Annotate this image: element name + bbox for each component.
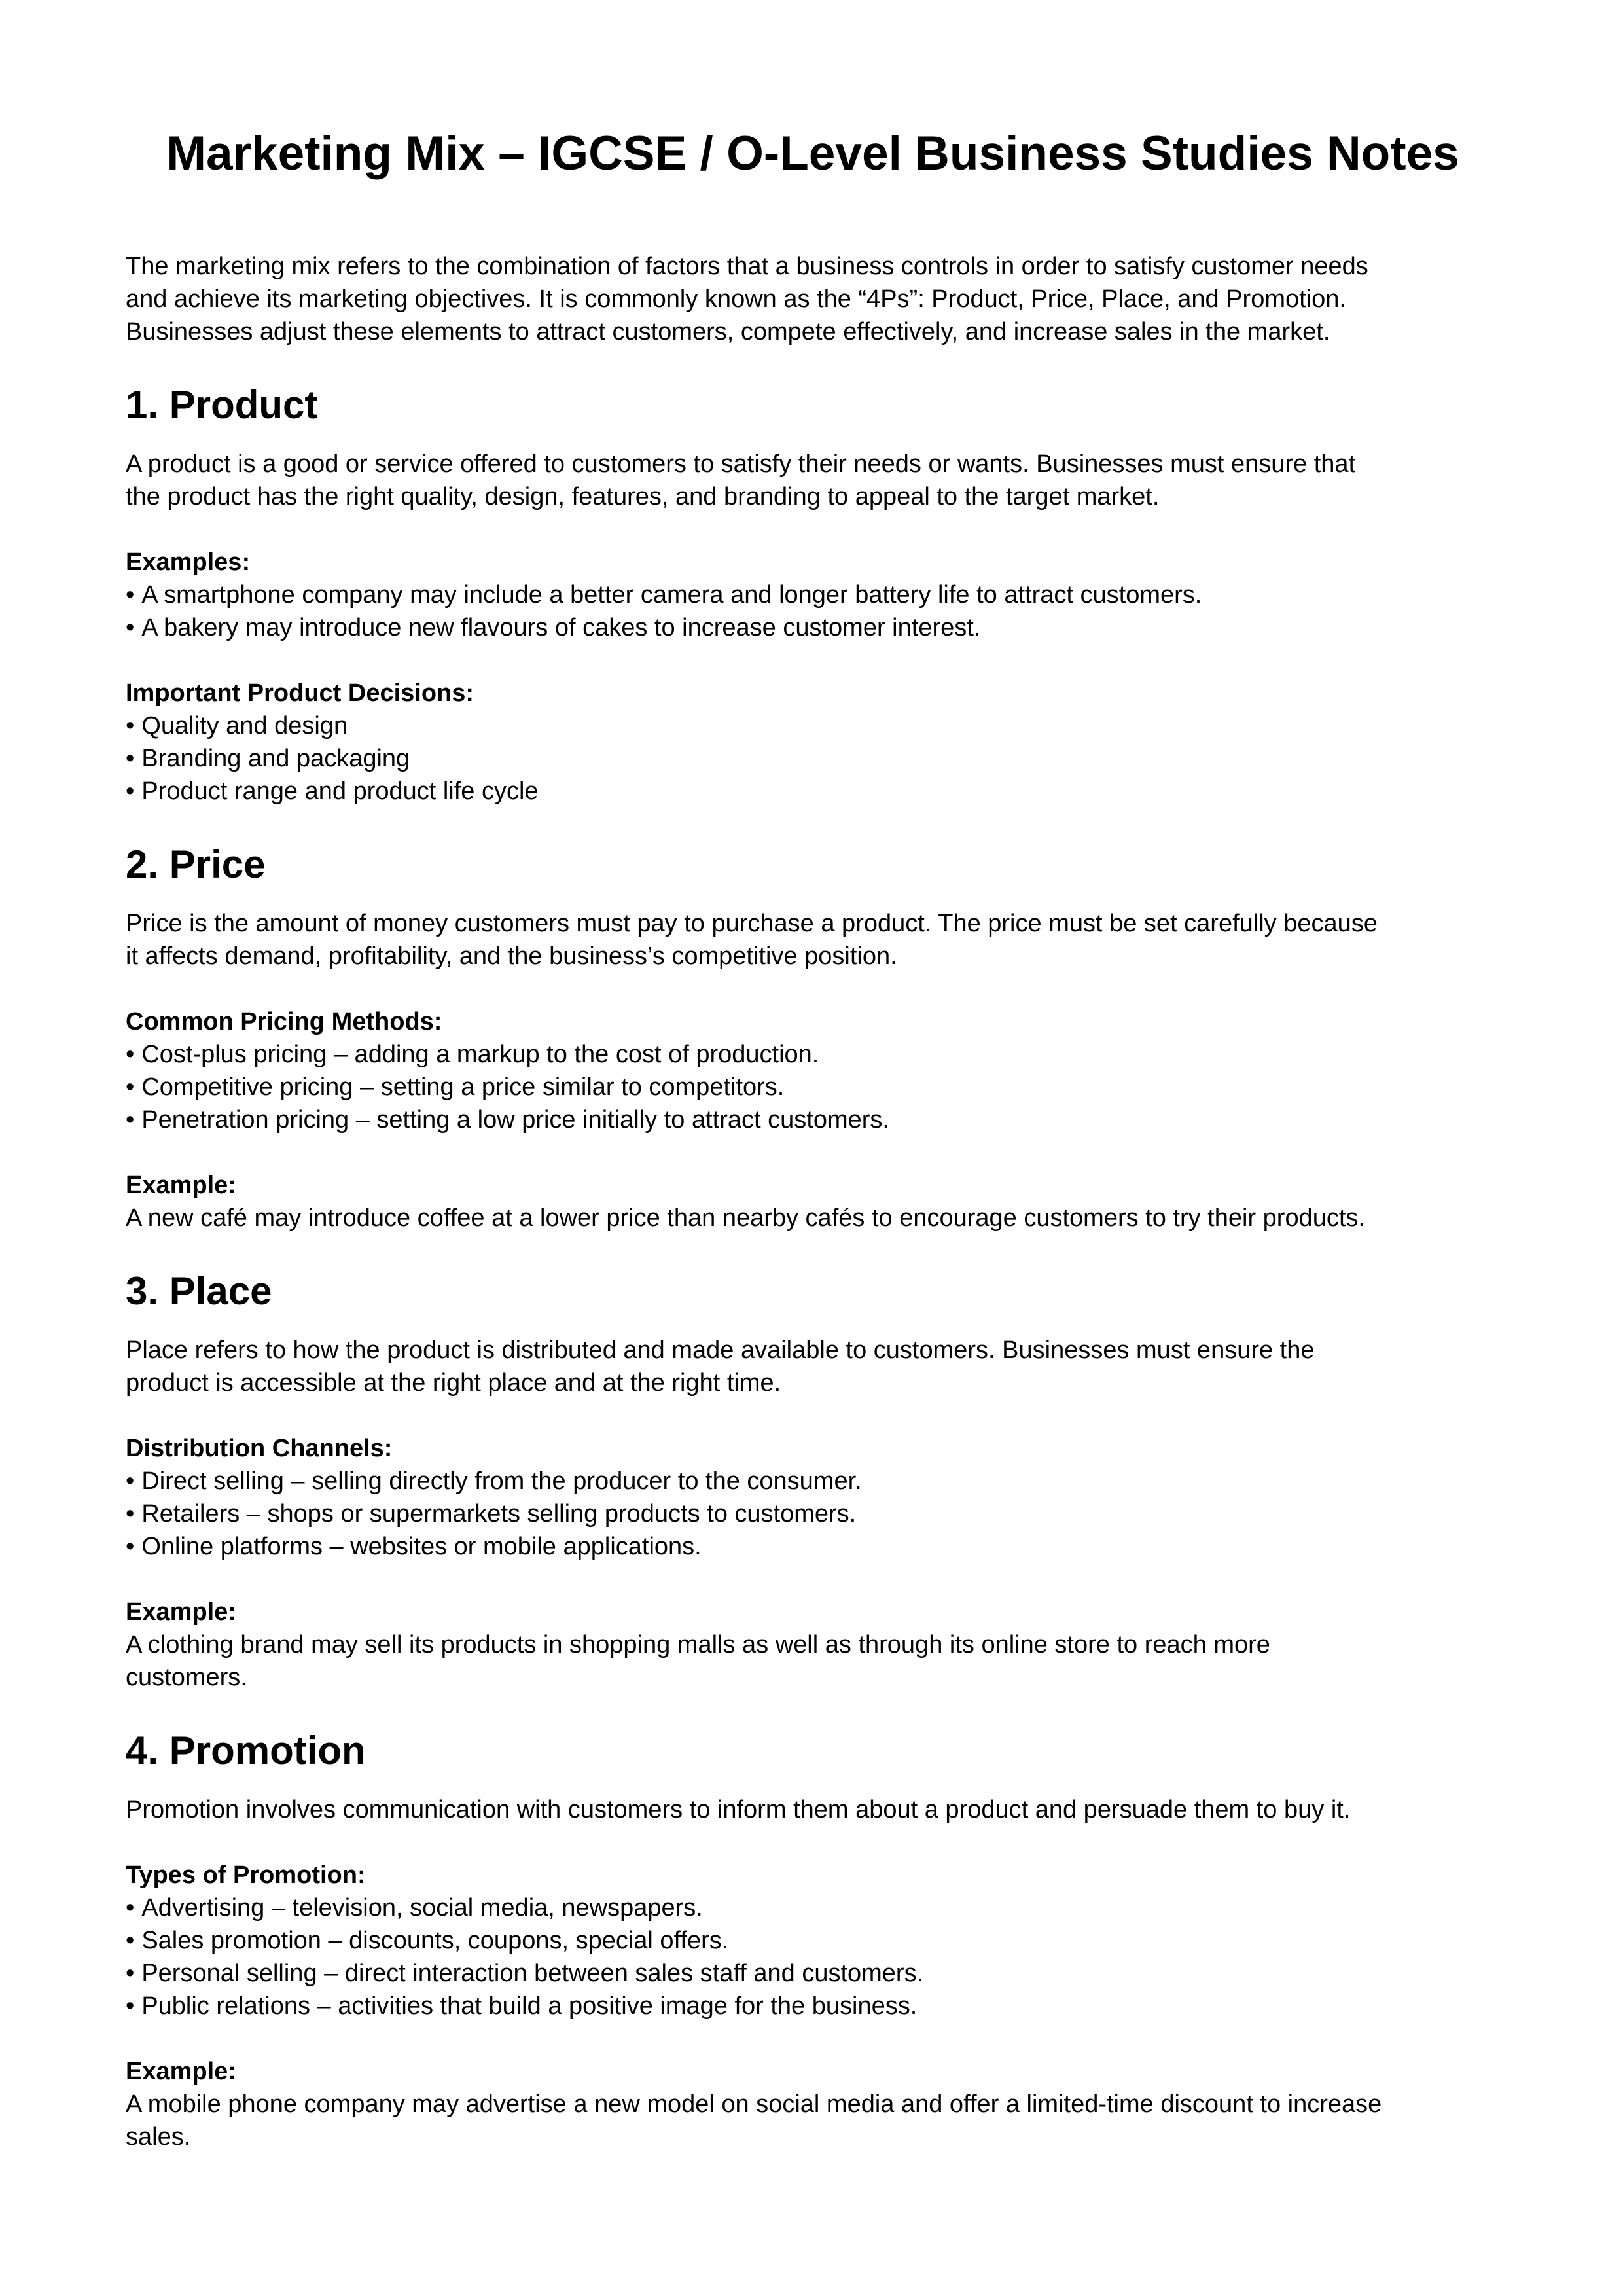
section-product: [126, 381, 1500, 808]
bullet-item: [126, 1892, 1500, 1924]
block-header: Example:: [126, 1172, 236, 1199]
section-price: [126, 840, 1500, 1234]
product-decisions-block: [126, 677, 1500, 808]
section-paragraph: [126, 448, 1500, 513]
pricing-methods-block: [126, 1005, 1500, 1136]
bullet-marker: •: [126, 1073, 135, 1101]
bullet-marker: •: [126, 581, 135, 609]
bullet-text: Public relations – activities that build a positive image for the business.: [141, 1992, 918, 2020]
example-line: customers.: [126, 1664, 247, 1691]
paragraph-line: and achieve its marketing objectives. It is commonly known as the “4Ps”: Product, Price, Place, and Promotion.: [126, 285, 1346, 313]
example-line: A new café may introduce coffee at a lower price than nearby cafés to encourage customers to try their products.: [126, 1204, 1365, 1232]
bullet-text: Competitive pricing – setting a price similar to competitors.: [141, 1073, 785, 1101]
bullet-item: [126, 579, 1500, 611]
bullet-item: [126, 1498, 1500, 1530]
bullet-text: Direct selling – selling directly from the producer to the consumer.: [141, 1467, 862, 1495]
bullet-item: [126, 1990, 1500, 2022]
bullet-marker: •: [126, 1992, 135, 2020]
section-place: [126, 1267, 1500, 1694]
page-title: Marketing Mix – IGCSE / O-Level Business Studies Notes: [166, 127, 1459, 180]
bullet-marker: •: [126, 778, 135, 805]
section-heading: 2. Price: [126, 842, 266, 886]
paragraph-line: the product has the right quality, design, features, and branding to appeal to the target market.: [126, 483, 1160, 511]
bullet-item: [126, 1038, 1500, 1071]
bullet-item: [126, 709, 1500, 742]
section-heading: 1. Product: [126, 383, 318, 427]
bullet-text: Product range and product life cycle: [141, 778, 539, 805]
bullet-item: [126, 611, 1500, 644]
bullet-text: Advertising – television, social media, newspapers.: [141, 1894, 703, 1922]
bullet-item: [126, 742, 1500, 775]
bullet-marker: •: [126, 1041, 135, 1068]
block-header: Common Pricing Methods:: [126, 1008, 442, 1035]
bullet-marker: •: [126, 712, 135, 740]
bullet-item: [126, 1957, 1500, 1990]
bullet-text: Sales promotion – discounts, coupons, special offers.: [141, 1927, 729, 1954]
bullet-marker: •: [126, 1894, 135, 1922]
promotion-types-block: [126, 1859, 1500, 2022]
bullet-marker: •: [126, 745, 135, 772]
paragraph-line: Place refers to how the product is distributed and made available to customers. Businesses must ensure the: [126, 1336, 1315, 1364]
bullet-text: Cost-plus pricing – adding a markup to the cost of production.: [141, 1041, 819, 1068]
bullet-item: [126, 1103, 1500, 1136]
paragraph-line: A product is a good or service offered to customers to satisfy their needs or wants. Businesses must ensure that: [126, 450, 1356, 478]
section-heading: 4. Promotion: [126, 1729, 366, 1772]
bullet-item: [126, 1924, 1500, 1957]
bullet-item: [126, 775, 1500, 808]
example-block: [126, 1596, 1500, 1694]
bullet-marker: •: [126, 1106, 135, 1134]
bullet-marker: •: [126, 1960, 135, 1987]
bullet-text: Branding and packaging: [141, 745, 410, 772]
block-header: Important Product Decisions:: [126, 679, 474, 707]
bullet-marker: •: [126, 1533, 135, 1560]
bullet-text: A bakery may introduce new flavours of cakes to increase customer interest.: [141, 614, 981, 641]
example-block: [126, 2055, 1500, 2153]
bullet-text: A smartphone company may include a better camera and longer battery life to attract customers.: [141, 581, 1202, 609]
section-heading: 3. Place: [126, 1269, 272, 1313]
bullet-text: Penetration pricing – setting a low price initially to attract customers.: [141, 1106, 889, 1134]
example-line: A clothing brand may sell its products in shopping malls as well as through its online store to reach more: [126, 1631, 1270, 1659]
bullet-text: Online platforms – websites or mobile applications.: [141, 1533, 702, 1560]
bullet-text: Quality and design: [141, 712, 348, 740]
section-paragraph: [126, 907, 1500, 973]
block-header: Example:: [126, 2058, 236, 2085]
bullet-marker: •: [126, 1500, 135, 1528]
bullet-marker: •: [126, 1467, 135, 1495]
bullet-text: Retailers – shops or supermarkets selling products to customers.: [141, 1500, 857, 1528]
intro-paragraph: [126, 250, 1500, 348]
paragraph-line: product is accessible at the right place and at the right time.: [126, 1369, 781, 1397]
bullet-item: [126, 1071, 1500, 1103]
paragraph-line: Price is the amount of money customers must pay to purchase a product. The price must be set carefully because: [126, 910, 1378, 937]
block-header: Example:: [126, 1598, 236, 1626]
example-line: sales.: [126, 2123, 191, 2151]
block-header: Examples:: [126, 548, 251, 576]
block-header: Types of Promotion:: [126, 1861, 366, 1889]
bullet-marker: •: [126, 614, 135, 641]
paragraph-line: Businesses adjust these elements to attract customers, compete effectively, and increase sales in the market.: [126, 318, 1330, 346]
paragraph-line: it affects demand, profitability, and the business’s competitive position.: [126, 942, 897, 970]
bullet-item: [126, 1465, 1500, 1498]
bullet-marker: •: [126, 1927, 135, 1954]
paragraph-line: Promotion involves communication with customers to inform them about a product and persuade them to buy it.: [126, 1796, 1351, 1823]
section-paragraph: [126, 1334, 1500, 1399]
section-paragraph: [126, 1793, 1500, 1826]
bullet-text: Personal selling – direct interaction between sales staff and customers.: [141, 1960, 924, 1987]
bullet-item: [126, 1530, 1500, 1563]
section-promotion: [126, 1727, 1500, 2153]
examples-block: [126, 546, 1500, 644]
block-header: Distribution Channels:: [126, 1435, 393, 1462]
paragraph-line: The marketing mix refers to the combination of factors that a business controls in order to satisfy customer needs: [126, 253, 1368, 280]
example-line: A mobile phone company may advertise a new model on social media and offer a limited-time discount to increase: [126, 2090, 1382, 2118]
distribution-channels-block: [126, 1432, 1500, 1563]
example-block: [126, 1169, 1500, 1234]
